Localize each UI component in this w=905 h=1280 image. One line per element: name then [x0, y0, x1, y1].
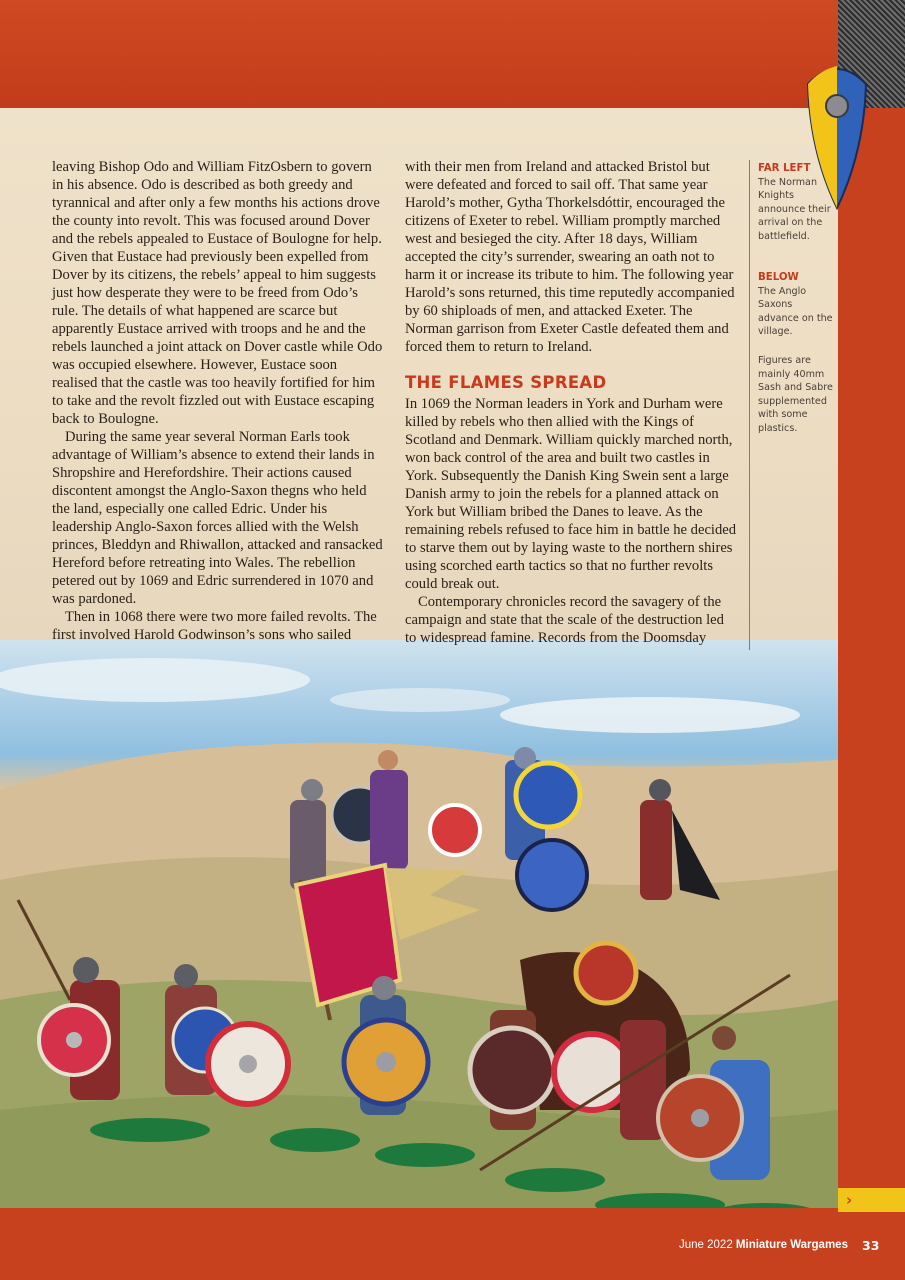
footer-magazine: Miniature Wargames — [735, 1239, 848, 1251]
paragraph: Then in 1068 there were two more failed revolts. The first involved Harold Godwinson’s sons who sailed — [52, 609, 377, 643]
paragraph: with their men from Ireland and attacked Bristol but were defeated and forced to sail off. That same year Harold’s mother, Gytha Thorkelsdóttir, encouraged the citizens of Exeter to rebel. William promptly marched west and besieged the city. After 18 days, William accepted the city’s surrender, swearing an oath not to harm it or increase its tribute to him. The following year Harold’s sons returned, this time reputedly accompanied by 60 shiploads of men, and attacked Exeter. The Norman garrison from Exeter Castle defeated them and forced them to return to Ireland. — [405, 159, 735, 355]
footer-date: June 2022 — [679, 1239, 733, 1251]
article-column-2 — [405, 158, 738, 647]
page-number: 33 — [862, 1238, 880, 1253]
paragraph: In 1069 the Norman leaders in York and Durham were killed by rebels who then allied with the Kings of Scotland and Denmark. William quickly marched north, won back control of the area and built two castles in York. Subsequently the Danish King Swein sent a large Danish army to join the rebels for a planned attack on York but William bribed the Danes to leave. As the remaining rebels refused to face him in battle he decided to starve them out by laying waste to the northern shires using scorched earth tactics so that no further revolts could break out. — [405, 396, 737, 592]
paragraph: Contemporary chronicles record the savagery of the campaign and state that the scale of the destruction led to widespread famine. Records from the Doomsday — [405, 594, 724, 646]
caption-label: BELOW — [758, 272, 799, 283]
caption-below — [758, 271, 833, 339]
caption-text: The Anglo Saxons advance on the village. — [758, 285, 833, 337]
caption-text: The Norman Knights announce their arrival on the battlefield. — [758, 176, 831, 242]
caption-far-left — [758, 162, 833, 243]
next-page-arrow-icon[interactable]: › — [838, 1188, 905, 1212]
caption-label: FAR LEFT — [758, 163, 811, 174]
battle-scene-illustration — [0, 640, 838, 1210]
top-red-band — [0, 0, 838, 108]
caption-text: Figures are mainly 40mm Sash and Sabre supplemented with some plastics. — [758, 355, 833, 434]
paragraph: During the same year several Norman Earls took advantage of William’s absence to extend their lands in Shropshire and Herefordshire. Their actions caused discontent amongst the Anglo-Saxon thegns who held the land, especially one called Edric. Under his leadership Anglo-Saxon forces allied with the Welsh princes, Bleddyn and Rhiwallon, attacked and ransacked Hereford before retreating into Wales. The rebellion petered out by 1069 and Edric surrendered in 1070 and was pardoned. — [52, 429, 383, 607]
caption-figures — [758, 354, 833, 435]
paragraph: leaving Bishop Odo and William FitzOsbern to govern in his absence. Odo is described as both greedy and tyrannical and after only a few months his actions drove the county into revolt. This was focused around Dover and the rebels appealed to Eustace of Boulogne for help. Given that Eustace had previously been expelled from Dover by its citizens, the rebels’ appeal to him suggests just how desperate they were to be freed from Odo’s rule. The details of what happened are scarce but apparently Eustace arrived with troops and he and the rebels launched a joint attack on Dover castle while Odo was occupied elsewhere. However, Eustace soon realised that the castle was too heavily fortified for him to take and the revolt fizzled out with Eustace escaping back to Boulogne. — [52, 159, 383, 427]
right-red-band — [838, 108, 905, 1208]
article-column-1 — [52, 158, 385, 644]
miniatures-photo — [0, 640, 838, 1210]
section-heading: THE FLAMES SPREAD — [405, 373, 607, 392]
footer-credit — [679, 1239, 848, 1251]
